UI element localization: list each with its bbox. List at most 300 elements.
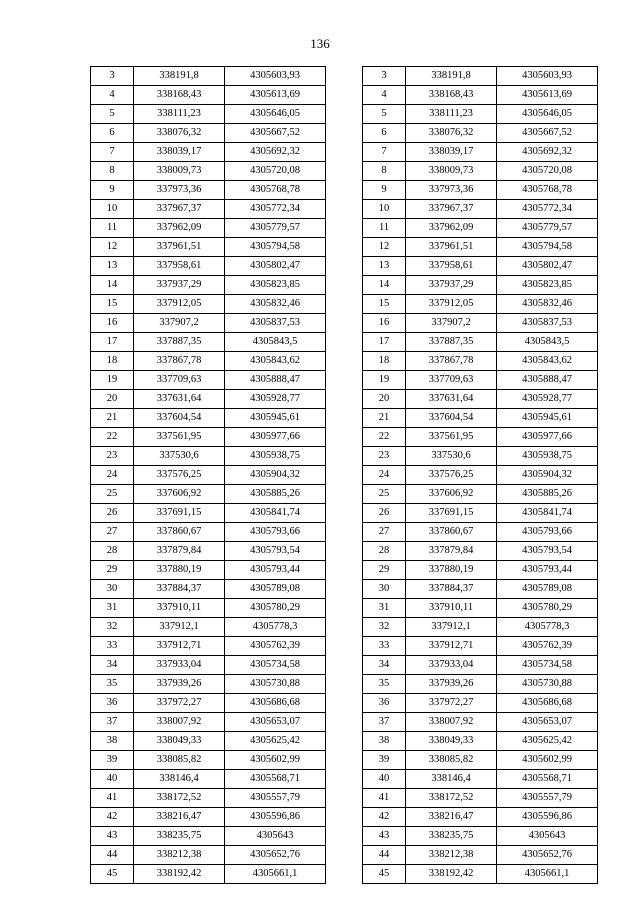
y-coordinate-cell: 4305904,32 bbox=[497, 466, 598, 485]
point-number-cell: 38 bbox=[91, 732, 134, 751]
x-coordinate-cell: 337961,51 bbox=[134, 238, 225, 257]
point-number-cell: 35 bbox=[91, 675, 134, 694]
point-number-cell: 17 bbox=[363, 333, 406, 352]
table-row bbox=[363, 428, 598, 447]
table-row bbox=[363, 732, 598, 751]
x-coordinate-cell: 338076,32 bbox=[134, 124, 225, 143]
y-coordinate-cell: 4305720,08 bbox=[497, 162, 598, 181]
x-coordinate-cell: 337907,2 bbox=[134, 314, 225, 333]
y-coordinate-cell: 4305837,53 bbox=[225, 314, 326, 333]
table-row bbox=[91, 200, 326, 219]
x-coordinate-cell: 337937,29 bbox=[406, 276, 497, 295]
y-coordinate-cell: 4305793,54 bbox=[225, 542, 326, 561]
table-row bbox=[363, 656, 598, 675]
y-coordinate-cell: 4305768,78 bbox=[225, 181, 326, 200]
x-coordinate-cell: 338235,75 bbox=[406, 827, 497, 846]
point-number-cell: 10 bbox=[363, 200, 406, 219]
point-number-cell: 19 bbox=[91, 371, 134, 390]
x-coordinate-cell: 338172,52 bbox=[406, 789, 497, 808]
table-row bbox=[363, 846, 598, 865]
point-number-cell: 5 bbox=[363, 105, 406, 124]
point-number-cell: 41 bbox=[363, 789, 406, 808]
y-coordinate-cell: 4305823,85 bbox=[225, 276, 326, 295]
table-row bbox=[91, 827, 326, 846]
table-row bbox=[91, 865, 326, 884]
y-coordinate-cell: 4305837,53 bbox=[497, 314, 598, 333]
x-coordinate-cell: 337937,29 bbox=[134, 276, 225, 295]
x-coordinate-cell: 337972,27 bbox=[134, 694, 225, 713]
point-number-cell: 36 bbox=[363, 694, 406, 713]
table-row bbox=[91, 485, 326, 504]
x-coordinate-cell: 338039,17 bbox=[406, 143, 497, 162]
y-coordinate-cell: 4305762,39 bbox=[497, 637, 598, 656]
x-coordinate-cell: 338212,38 bbox=[134, 846, 225, 865]
table-row bbox=[363, 333, 598, 352]
point-number-cell: 40 bbox=[91, 770, 134, 789]
table-row bbox=[363, 504, 598, 523]
x-coordinate-cell: 337973,36 bbox=[406, 181, 497, 200]
point-number-cell: 27 bbox=[91, 523, 134, 542]
y-coordinate-cell: 4305734,58 bbox=[497, 656, 598, 675]
y-coordinate-cell: 4305772,34 bbox=[497, 200, 598, 219]
table-row bbox=[363, 124, 598, 143]
x-coordinate-cell: 337912,1 bbox=[406, 618, 497, 637]
x-coordinate-cell: 337967,37 bbox=[134, 200, 225, 219]
table-row bbox=[363, 238, 598, 257]
x-coordinate-cell: 337691,15 bbox=[134, 504, 225, 523]
table-row bbox=[91, 428, 326, 447]
y-coordinate-cell: 4305794,58 bbox=[497, 238, 598, 257]
point-number-cell: 26 bbox=[91, 504, 134, 523]
x-coordinate-cell: 338146,4 bbox=[406, 770, 497, 789]
x-coordinate-cell: 337561,95 bbox=[406, 428, 497, 447]
y-coordinate-cell: 4305977,66 bbox=[225, 428, 326, 447]
table-row bbox=[363, 390, 598, 409]
y-coordinate-cell: 4305832,46 bbox=[497, 295, 598, 314]
x-coordinate-cell: 337879,84 bbox=[134, 542, 225, 561]
point-number-cell: 3 bbox=[91, 67, 134, 86]
x-coordinate-cell: 337860,67 bbox=[406, 523, 497, 542]
x-coordinate-cell: 337912,05 bbox=[406, 295, 497, 314]
x-coordinate-cell: 337912,71 bbox=[134, 637, 225, 656]
y-coordinate-cell: 4305652,76 bbox=[225, 846, 326, 865]
x-coordinate-cell: 337576,25 bbox=[134, 466, 225, 485]
table-row bbox=[91, 561, 326, 580]
table-row bbox=[363, 86, 598, 105]
y-coordinate-cell: 4305928,77 bbox=[225, 390, 326, 409]
x-coordinate-cell: 337884,37 bbox=[406, 580, 497, 599]
point-number-cell: 37 bbox=[363, 713, 406, 732]
point-number-cell: 7 bbox=[91, 143, 134, 162]
point-number-cell: 34 bbox=[91, 656, 134, 675]
y-coordinate-cell: 4305692,32 bbox=[497, 143, 598, 162]
x-coordinate-cell: 337939,26 bbox=[406, 675, 497, 694]
point-number-cell: 36 bbox=[91, 694, 134, 713]
point-number-cell: 32 bbox=[91, 618, 134, 637]
table-row bbox=[363, 561, 598, 580]
x-coordinate-cell: 337606,92 bbox=[406, 485, 497, 504]
table-row bbox=[91, 789, 326, 808]
table-row bbox=[91, 143, 326, 162]
x-coordinate-cell: 337530,6 bbox=[134, 447, 225, 466]
y-coordinate-cell: 4305625,42 bbox=[225, 732, 326, 751]
coordinates-table-left bbox=[90, 66, 326, 884]
table-row bbox=[91, 713, 326, 732]
x-coordinate-cell: 337867,78 bbox=[406, 352, 497, 371]
table-row bbox=[91, 371, 326, 390]
point-number-cell: 16 bbox=[91, 314, 134, 333]
x-coordinate-cell: 338085,82 bbox=[134, 751, 225, 770]
y-coordinate-cell: 4305780,29 bbox=[225, 599, 326, 618]
y-coordinate-cell: 4305646,05 bbox=[497, 105, 598, 124]
x-coordinate-cell: 337561,95 bbox=[134, 428, 225, 447]
table-row bbox=[91, 67, 326, 86]
table-row bbox=[91, 466, 326, 485]
x-coordinate-cell: 338076,32 bbox=[406, 124, 497, 143]
point-number-cell: 42 bbox=[91, 808, 134, 827]
x-coordinate-cell: 337933,04 bbox=[406, 656, 497, 675]
x-coordinate-cell: 337691,15 bbox=[406, 504, 497, 523]
y-coordinate-cell: 4305823,85 bbox=[497, 276, 598, 295]
x-coordinate-cell: 337631,64 bbox=[134, 390, 225, 409]
y-coordinate-cell: 4305661,1 bbox=[225, 865, 326, 884]
y-coordinate-cell: 4305557,79 bbox=[497, 789, 598, 808]
point-number-cell: 30 bbox=[91, 580, 134, 599]
table-row bbox=[363, 827, 598, 846]
point-number-cell: 14 bbox=[363, 276, 406, 295]
y-coordinate-cell: 4305603,93 bbox=[225, 67, 326, 86]
table-row bbox=[91, 219, 326, 238]
table-row bbox=[91, 656, 326, 675]
x-coordinate-cell: 338191,8 bbox=[406, 67, 497, 86]
point-number-cell: 11 bbox=[363, 219, 406, 238]
y-coordinate-cell: 4305778,3 bbox=[497, 618, 598, 637]
table-row bbox=[91, 751, 326, 770]
table-row bbox=[363, 580, 598, 599]
x-coordinate-cell: 337880,19 bbox=[134, 561, 225, 580]
point-number-cell: 29 bbox=[363, 561, 406, 580]
table-row bbox=[363, 865, 598, 884]
y-coordinate-cell: 4305762,39 bbox=[225, 637, 326, 656]
point-number-cell: 30 bbox=[363, 580, 406, 599]
x-coordinate-cell: 338192,42 bbox=[406, 865, 497, 884]
x-coordinate-cell: 337880,19 bbox=[406, 561, 497, 580]
x-coordinate-cell: 337576,25 bbox=[406, 466, 497, 485]
table-row bbox=[91, 523, 326, 542]
table-row bbox=[91, 162, 326, 181]
y-coordinate-cell: 4305568,71 bbox=[497, 770, 598, 789]
y-coordinate-cell: 4305613,69 bbox=[225, 86, 326, 105]
y-coordinate-cell: 4305794,58 bbox=[225, 238, 326, 257]
x-coordinate-cell: 338172,52 bbox=[134, 789, 225, 808]
point-number-cell: 42 bbox=[363, 808, 406, 827]
y-coordinate-cell: 4305686,68 bbox=[225, 694, 326, 713]
x-coordinate-cell: 337958,61 bbox=[406, 257, 497, 276]
y-coordinate-cell: 4305793,54 bbox=[497, 542, 598, 561]
point-number-cell: 27 bbox=[363, 523, 406, 542]
y-coordinate-cell: 4305661,1 bbox=[497, 865, 598, 884]
y-coordinate-cell: 4305843,62 bbox=[497, 352, 598, 371]
point-number-cell: 8 bbox=[363, 162, 406, 181]
x-coordinate-cell: 338168,43 bbox=[406, 86, 497, 105]
x-coordinate-cell: 337967,37 bbox=[406, 200, 497, 219]
x-coordinate-cell: 337631,64 bbox=[406, 390, 497, 409]
point-number-cell: 39 bbox=[363, 751, 406, 770]
point-number-cell: 20 bbox=[91, 390, 134, 409]
x-coordinate-cell: 337887,35 bbox=[406, 333, 497, 352]
point-number-cell: 15 bbox=[363, 295, 406, 314]
y-coordinate-cell: 4305652,76 bbox=[497, 846, 598, 865]
y-coordinate-cell: 4305613,69 bbox=[497, 86, 598, 105]
y-coordinate-cell: 4305888,47 bbox=[225, 371, 326, 390]
y-coordinate-cell: 4305793,66 bbox=[225, 523, 326, 542]
table-row bbox=[91, 694, 326, 713]
table-row bbox=[363, 67, 598, 86]
point-number-cell: 40 bbox=[363, 770, 406, 789]
x-coordinate-cell: 338085,82 bbox=[406, 751, 497, 770]
point-number-cell: 17 bbox=[91, 333, 134, 352]
table-row bbox=[91, 124, 326, 143]
x-coordinate-cell: 338009,73 bbox=[406, 162, 497, 181]
point-number-cell: 19 bbox=[363, 371, 406, 390]
table-row bbox=[363, 770, 598, 789]
table-row bbox=[91, 542, 326, 561]
point-number-cell: 14 bbox=[91, 276, 134, 295]
table-row bbox=[91, 257, 326, 276]
point-number-cell: 13 bbox=[363, 257, 406, 276]
y-coordinate-cell: 4305603,93 bbox=[497, 67, 598, 86]
y-coordinate-cell: 4305779,57 bbox=[225, 219, 326, 238]
x-coordinate-cell: 338111,23 bbox=[134, 105, 225, 124]
table-row bbox=[91, 637, 326, 656]
point-number-cell: 8 bbox=[91, 162, 134, 181]
table-row bbox=[363, 808, 598, 827]
table-row bbox=[363, 105, 598, 124]
table-row bbox=[363, 466, 598, 485]
y-coordinate-cell: 4305667,52 bbox=[497, 124, 598, 143]
point-number-cell: 43 bbox=[363, 827, 406, 846]
y-coordinate-cell: 4305596,86 bbox=[497, 808, 598, 827]
y-coordinate-cell: 4305772,34 bbox=[225, 200, 326, 219]
point-number-cell: 31 bbox=[91, 599, 134, 618]
x-coordinate-cell: 338212,38 bbox=[406, 846, 497, 865]
y-coordinate-cell: 4305802,47 bbox=[225, 257, 326, 276]
y-coordinate-cell: 4305778,3 bbox=[225, 618, 326, 637]
x-coordinate-cell: 338049,33 bbox=[406, 732, 497, 751]
x-coordinate-cell: 338111,23 bbox=[406, 105, 497, 124]
x-coordinate-cell: 338192,42 bbox=[134, 865, 225, 884]
table-row bbox=[363, 618, 598, 637]
point-number-cell: 21 bbox=[91, 409, 134, 428]
x-coordinate-cell: 337939,26 bbox=[134, 675, 225, 694]
x-coordinate-cell: 338049,33 bbox=[134, 732, 225, 751]
y-coordinate-cell: 4305928,77 bbox=[497, 390, 598, 409]
point-number-cell: 24 bbox=[91, 466, 134, 485]
table-row bbox=[91, 732, 326, 751]
x-coordinate-cell: 338039,17 bbox=[134, 143, 225, 162]
table-row bbox=[91, 238, 326, 257]
point-number-cell: 23 bbox=[91, 447, 134, 466]
table-row bbox=[363, 200, 598, 219]
table-row bbox=[363, 637, 598, 656]
x-coordinate-cell: 337606,92 bbox=[134, 485, 225, 504]
y-coordinate-cell: 4305720,08 bbox=[225, 162, 326, 181]
y-coordinate-cell: 4305938,75 bbox=[497, 447, 598, 466]
y-coordinate-cell: 4305843,5 bbox=[225, 333, 326, 352]
y-coordinate-cell: 4305643 bbox=[225, 827, 326, 846]
table-row bbox=[363, 143, 598, 162]
table-row bbox=[363, 352, 598, 371]
x-coordinate-cell: 337867,78 bbox=[134, 352, 225, 371]
point-number-cell: 43 bbox=[91, 827, 134, 846]
point-number-cell: 44 bbox=[363, 846, 406, 865]
table-row bbox=[91, 181, 326, 200]
table-row bbox=[363, 447, 598, 466]
table-row bbox=[363, 713, 598, 732]
table-row bbox=[363, 257, 598, 276]
y-coordinate-cell: 4305888,47 bbox=[497, 371, 598, 390]
y-coordinate-cell: 4305692,32 bbox=[225, 143, 326, 162]
x-coordinate-cell: 337973,36 bbox=[134, 181, 225, 200]
y-coordinate-cell: 4305802,47 bbox=[497, 257, 598, 276]
table-row bbox=[363, 219, 598, 238]
y-coordinate-cell: 4305977,66 bbox=[497, 428, 598, 447]
point-number-cell: 25 bbox=[363, 485, 406, 504]
x-coordinate-cell: 337884,37 bbox=[134, 580, 225, 599]
y-coordinate-cell: 4305653,07 bbox=[497, 713, 598, 732]
y-coordinate-cell: 4305653,07 bbox=[225, 713, 326, 732]
y-coordinate-cell: 4305602,99 bbox=[497, 751, 598, 770]
table-row bbox=[91, 846, 326, 865]
point-number-cell: 33 bbox=[91, 637, 134, 656]
page-number: 136 bbox=[310, 36, 330, 51]
point-number-cell: 5 bbox=[91, 105, 134, 124]
table-row bbox=[363, 599, 598, 618]
y-coordinate-cell: 4305779,57 bbox=[497, 219, 598, 238]
point-number-cell: 45 bbox=[363, 865, 406, 884]
x-coordinate-cell: 337962,09 bbox=[406, 219, 497, 238]
x-coordinate-cell: 337962,09 bbox=[134, 219, 225, 238]
point-number-cell: 18 bbox=[91, 352, 134, 371]
x-coordinate-cell: 338216,47 bbox=[406, 808, 497, 827]
point-number-cell: 38 bbox=[363, 732, 406, 751]
table-row bbox=[363, 751, 598, 770]
x-coordinate-cell: 337604,54 bbox=[406, 409, 497, 428]
x-coordinate-cell: 337879,84 bbox=[406, 542, 497, 561]
table-row bbox=[91, 770, 326, 789]
x-coordinate-cell: 337912,05 bbox=[134, 295, 225, 314]
table-row bbox=[91, 599, 326, 618]
point-number-cell: 25 bbox=[91, 485, 134, 504]
table-row bbox=[363, 523, 598, 542]
x-coordinate-cell: 337709,63 bbox=[406, 371, 497, 390]
table-row bbox=[91, 333, 326, 352]
y-coordinate-cell: 4305885,26 bbox=[497, 485, 598, 504]
y-coordinate-cell: 4305625,42 bbox=[497, 732, 598, 751]
y-coordinate-cell: 4305885,26 bbox=[225, 485, 326, 504]
point-number-cell: 22 bbox=[91, 428, 134, 447]
table-row bbox=[363, 675, 598, 694]
point-number-cell: 32 bbox=[363, 618, 406, 637]
x-coordinate-cell: 337958,61 bbox=[134, 257, 225, 276]
table-row bbox=[363, 694, 598, 713]
y-coordinate-cell: 4305734,58 bbox=[225, 656, 326, 675]
point-number-cell: 35 bbox=[363, 675, 406, 694]
x-coordinate-cell: 337933,04 bbox=[134, 656, 225, 675]
x-coordinate-cell: 337910,11 bbox=[134, 599, 225, 618]
y-coordinate-cell: 4305843,5 bbox=[497, 333, 598, 352]
y-coordinate-cell: 4305646,05 bbox=[225, 105, 326, 124]
table-row bbox=[363, 542, 598, 561]
table-row bbox=[363, 409, 598, 428]
y-coordinate-cell: 4305904,32 bbox=[225, 466, 326, 485]
x-coordinate-cell: 337887,35 bbox=[134, 333, 225, 352]
point-number-cell: 16 bbox=[363, 314, 406, 333]
x-coordinate-cell: 338191,8 bbox=[134, 67, 225, 86]
point-number-cell: 3 bbox=[363, 67, 406, 86]
x-coordinate-cell: 337860,67 bbox=[134, 523, 225, 542]
x-coordinate-cell: 337961,51 bbox=[406, 238, 497, 257]
y-coordinate-cell: 4305768,78 bbox=[497, 181, 598, 200]
y-coordinate-cell: 4305841,74 bbox=[225, 504, 326, 523]
table-row bbox=[91, 105, 326, 124]
y-coordinate-cell: 4305568,71 bbox=[225, 770, 326, 789]
x-coordinate-cell: 338168,43 bbox=[134, 86, 225, 105]
x-coordinate-cell: 337912,71 bbox=[406, 637, 497, 656]
x-coordinate-cell: 338216,47 bbox=[134, 808, 225, 827]
table-row bbox=[91, 409, 326, 428]
table-row bbox=[91, 675, 326, 694]
y-coordinate-cell: 4305730,88 bbox=[225, 675, 326, 694]
y-coordinate-cell: 4305843,62 bbox=[225, 352, 326, 371]
table-row bbox=[91, 618, 326, 637]
table-row bbox=[363, 485, 598, 504]
x-coordinate-cell: 338146,4 bbox=[134, 770, 225, 789]
table-row bbox=[91, 86, 326, 105]
point-number-cell: 13 bbox=[91, 257, 134, 276]
table-row bbox=[363, 371, 598, 390]
point-number-cell: 28 bbox=[363, 542, 406, 561]
point-number-cell: 34 bbox=[363, 656, 406, 675]
y-coordinate-cell: 4305793,66 bbox=[497, 523, 598, 542]
x-coordinate-cell: 337530,6 bbox=[406, 447, 497, 466]
table-row bbox=[91, 447, 326, 466]
point-number-cell: 44 bbox=[91, 846, 134, 865]
y-coordinate-cell: 4305596,86 bbox=[225, 808, 326, 827]
x-coordinate-cell: 338007,92 bbox=[134, 713, 225, 732]
point-number-cell: 23 bbox=[363, 447, 406, 466]
table-row bbox=[363, 276, 598, 295]
point-number-cell: 24 bbox=[363, 466, 406, 485]
y-coordinate-cell: 4305730,88 bbox=[497, 675, 598, 694]
x-coordinate-cell: 337912,1 bbox=[134, 618, 225, 637]
point-number-cell: 7 bbox=[363, 143, 406, 162]
point-number-cell: 9 bbox=[363, 181, 406, 200]
y-coordinate-cell: 4305667,52 bbox=[225, 124, 326, 143]
point-number-cell: 6 bbox=[91, 124, 134, 143]
coordinates-table-right bbox=[362, 66, 598, 884]
table-row bbox=[91, 504, 326, 523]
table-row bbox=[91, 295, 326, 314]
y-coordinate-cell: 4305793,44 bbox=[497, 561, 598, 580]
y-coordinate-cell: 4305780,29 bbox=[497, 599, 598, 618]
y-coordinate-cell: 4305938,75 bbox=[225, 447, 326, 466]
y-coordinate-cell: 4305789,08 bbox=[497, 580, 598, 599]
point-number-cell: 4 bbox=[363, 86, 406, 105]
x-coordinate-cell: 338235,75 bbox=[134, 827, 225, 846]
table-row bbox=[91, 352, 326, 371]
point-number-cell: 26 bbox=[363, 504, 406, 523]
